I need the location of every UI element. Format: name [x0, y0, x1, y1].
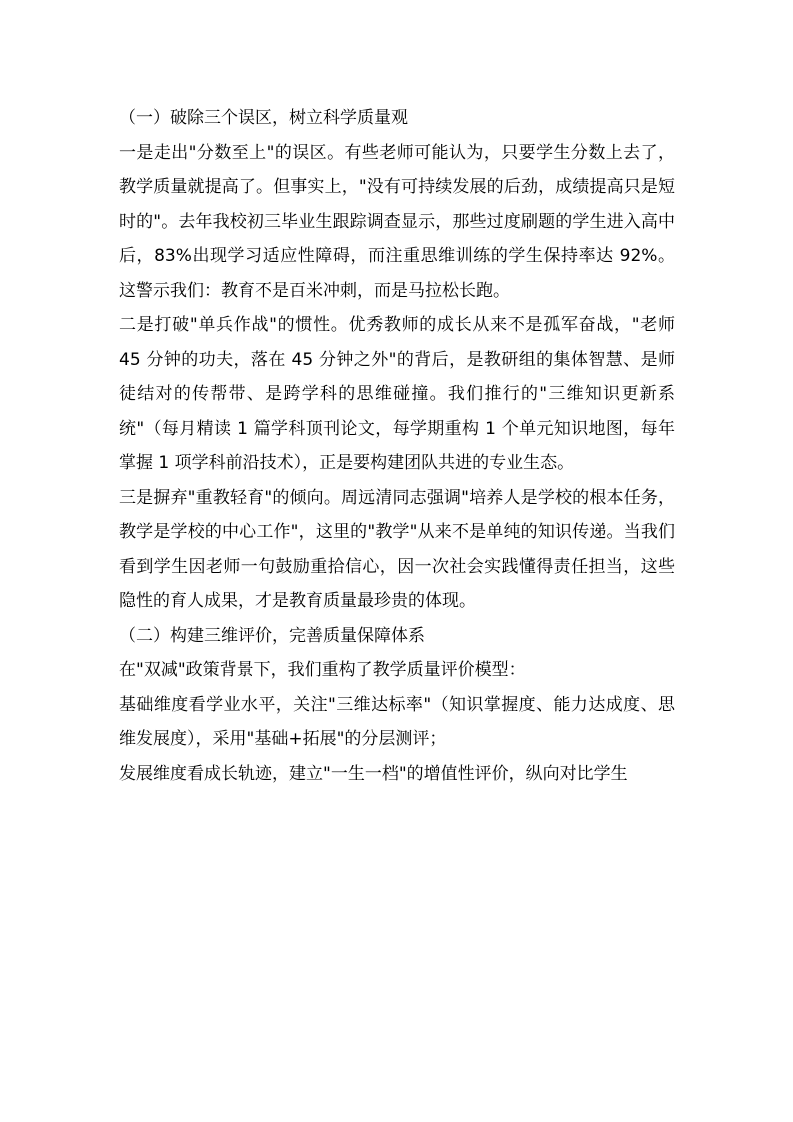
section-heading-1: （一）破除三个误区，树立科学质量观	[119, 108, 408, 128]
paragraph-6: 发展维度看成长轨迹，建立"一生一档"的增值性评价，纵向对比学生	[119, 763, 628, 784]
paragraph-5: 基础维度看学业水平，关注"三维达标率"（知识掌握度、能力达成度、思维发展度），采用"基础+拓展"的分层测评；	[119, 694, 675, 749]
paragraph-3: 三是摒弃"重教轻育"的倾向。周远清同志强调"培养人是学校的根本任务，教学是学校的中心工作"，这里的"教学"从来不是单纯的知识传递。当我们看到学生因老师一句鼓励重拾信心，因一次社会实践懂得责任担当，这些隐性的育人成果，才是教育质量最珍贵的体现。	[119, 487, 675, 611]
paragraph-2: 二是打破"单兵作战"的惯性。优秀教师的成长从来不是孤军奋战，"老师 45 分钟的功夫，落在 45 分钟之外"的背后，是教研组的集体智慧、是师徒结对的传帮带、是跨学科的思维碰撞。我们推行的"三维知识更新系统"（每月精读 1 篇学科顶刊论文，每学期重构 1 个单元知识地图，每年掌握 1 项学科前沿技术），正是要构建团队共进的专业生态。	[119, 315, 675, 473]
paragraph-4: 在"双减"政策背景下，我们重构了教学质量评价模型：	[119, 660, 526, 680]
document-body	[119, 101, 675, 791]
paragraph-1: 一是走出"分数至上"的误区。有些老师可能认为，只要学生分数上去了，教学质量就提高了。但事实上，"没有可持续发展的后劲，成绩提高只是短时的"。去年我校初三毕业生跟踪调查显示，那些过度刷题的学生进入高中后，83%出现学习适应性障碍，而注重思维训练的学生保持率达 92%。这警示我们：教育不是百米冲刺，而是马拉松长跑。	[119, 142, 675, 301]
section-heading-2: （二）构建三维评价，完善质量保障体系	[119, 625, 425, 646]
